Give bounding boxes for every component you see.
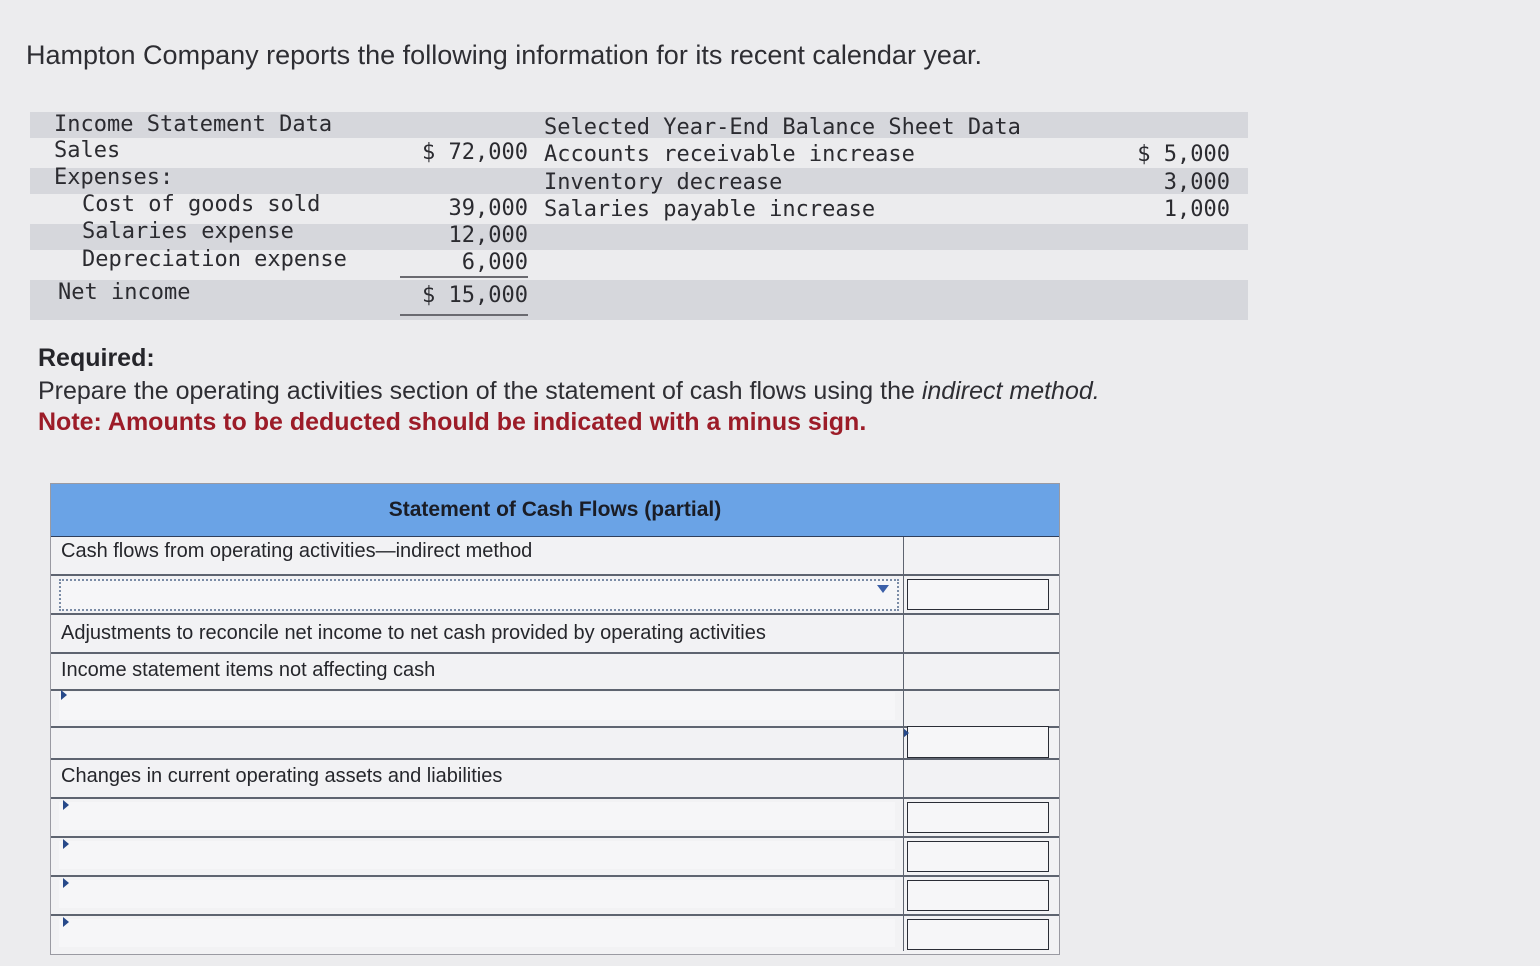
input-marker-icon xyxy=(61,690,67,700)
required-note: Note: Amounts to be deducted should be indicated with a minus sign. xyxy=(38,408,867,436)
problem-intro: Hampton Company reports the following information for its recent calendar year. xyxy=(26,40,982,70)
depreciation-expense-value: 6,000 xyxy=(461,250,528,275)
column-divider xyxy=(903,652,904,689)
noncash-amount-row xyxy=(51,726,1059,760)
input-marker-icon xyxy=(63,878,69,888)
line-item-input[interactable] xyxy=(59,692,895,720)
salaries-payable-increase-value: 1,000 xyxy=(1163,197,1230,222)
inventory-decrease-value: 3,000 xyxy=(1163,170,1230,195)
column-divider xyxy=(903,537,904,574)
chevron-down-icon[interactable] xyxy=(877,585,889,593)
sales-value: $ 72,000 xyxy=(422,140,528,165)
column-divider xyxy=(903,877,904,914)
input-marker-icon xyxy=(63,917,69,927)
salaries-expense-value: 12,000 xyxy=(448,223,528,248)
net-income-label: Net income xyxy=(58,280,191,305)
column-divider xyxy=(903,838,904,875)
net-income-value: $ 15,000 xyxy=(422,283,528,308)
amount-input[interactable] xyxy=(907,802,1049,833)
required-label: Required: xyxy=(38,344,155,372)
amount-input[interactable] xyxy=(907,841,1049,872)
column-divider xyxy=(903,916,904,951)
line-item-dropdown[interactable] xyxy=(59,579,899,611)
amount-input[interactable] xyxy=(907,880,1049,911)
salaries-expense-label: Salaries expense xyxy=(82,219,294,244)
balance-sheet-header: Selected Year-End Balance Sheet Data xyxy=(544,115,1021,140)
net-income-entry-row xyxy=(51,576,1059,615)
input-marker-icon xyxy=(63,839,69,849)
instruction-text: Prepare the operating activities section of the statement of cash flows using the xyxy=(38,377,922,405)
instruction-emphasis: indirect method. xyxy=(921,377,1100,405)
noncash-items-row xyxy=(51,652,1059,691)
change-entry-row xyxy=(51,838,1059,877)
change-entry-row xyxy=(51,799,1059,838)
ar-increase-value: $ 5,000 xyxy=(1137,142,1230,167)
line-item-input[interactable] xyxy=(59,802,895,830)
amount-input[interactable] xyxy=(907,726,1049,758)
total-rule xyxy=(400,314,528,316)
column-divider xyxy=(903,615,904,652)
change-entry-row xyxy=(51,916,1059,951)
given-data-table xyxy=(30,112,1248,322)
sales-label: Sales xyxy=(54,138,121,163)
noncash-entry-row xyxy=(51,689,1059,728)
operating-section-row xyxy=(51,537,1059,576)
adjustments-row xyxy=(51,615,1059,654)
required-instruction xyxy=(38,377,1100,406)
noncash-items-label: Income statement items not affecting cash xyxy=(61,659,436,681)
cash-flow-statement-form xyxy=(50,483,1060,955)
required-section xyxy=(38,344,1100,437)
input-marker-icon xyxy=(63,800,69,810)
inventory-decrease-label: Inventory decrease xyxy=(544,170,783,195)
cogs-value: 39,000 xyxy=(448,196,528,221)
depreciation-expense-label: Depreciation expense xyxy=(82,247,347,272)
column-divider xyxy=(903,760,904,797)
ar-increase-label: Accounts receivable increase xyxy=(544,142,915,167)
line-item-input[interactable] xyxy=(59,841,895,869)
line-item-input[interactable] xyxy=(59,880,895,908)
column-divider xyxy=(903,576,904,613)
amount-input[interactable] xyxy=(907,919,1049,950)
current-changes-row xyxy=(51,760,1059,799)
form-title: Statement of Cash Flows (partial) xyxy=(51,484,1059,537)
current-changes-label: Changes in current operating assets and liabilities xyxy=(61,765,503,787)
adjustments-label: Adjustments to reconcile net income to net cash provided by operating activities xyxy=(61,622,766,644)
expenses-label: Expenses: xyxy=(54,165,174,190)
income-statement-header: Income Statement Data xyxy=(54,112,333,137)
change-entry-row xyxy=(51,877,1059,916)
cogs-label: Cost of goods sold xyxy=(82,192,321,217)
column-divider xyxy=(903,726,904,758)
operating-section-label: Cash flows from operating activities—indirect method xyxy=(61,540,533,562)
column-divider xyxy=(903,689,904,726)
column-divider xyxy=(903,799,904,836)
table-stripe xyxy=(30,280,1248,320)
subtotal-rule xyxy=(400,276,528,278)
amount-input[interactable] xyxy=(907,579,1049,610)
salaries-payable-increase-label: Salaries payable increase xyxy=(544,197,876,222)
line-item-input[interactable] xyxy=(59,919,895,947)
